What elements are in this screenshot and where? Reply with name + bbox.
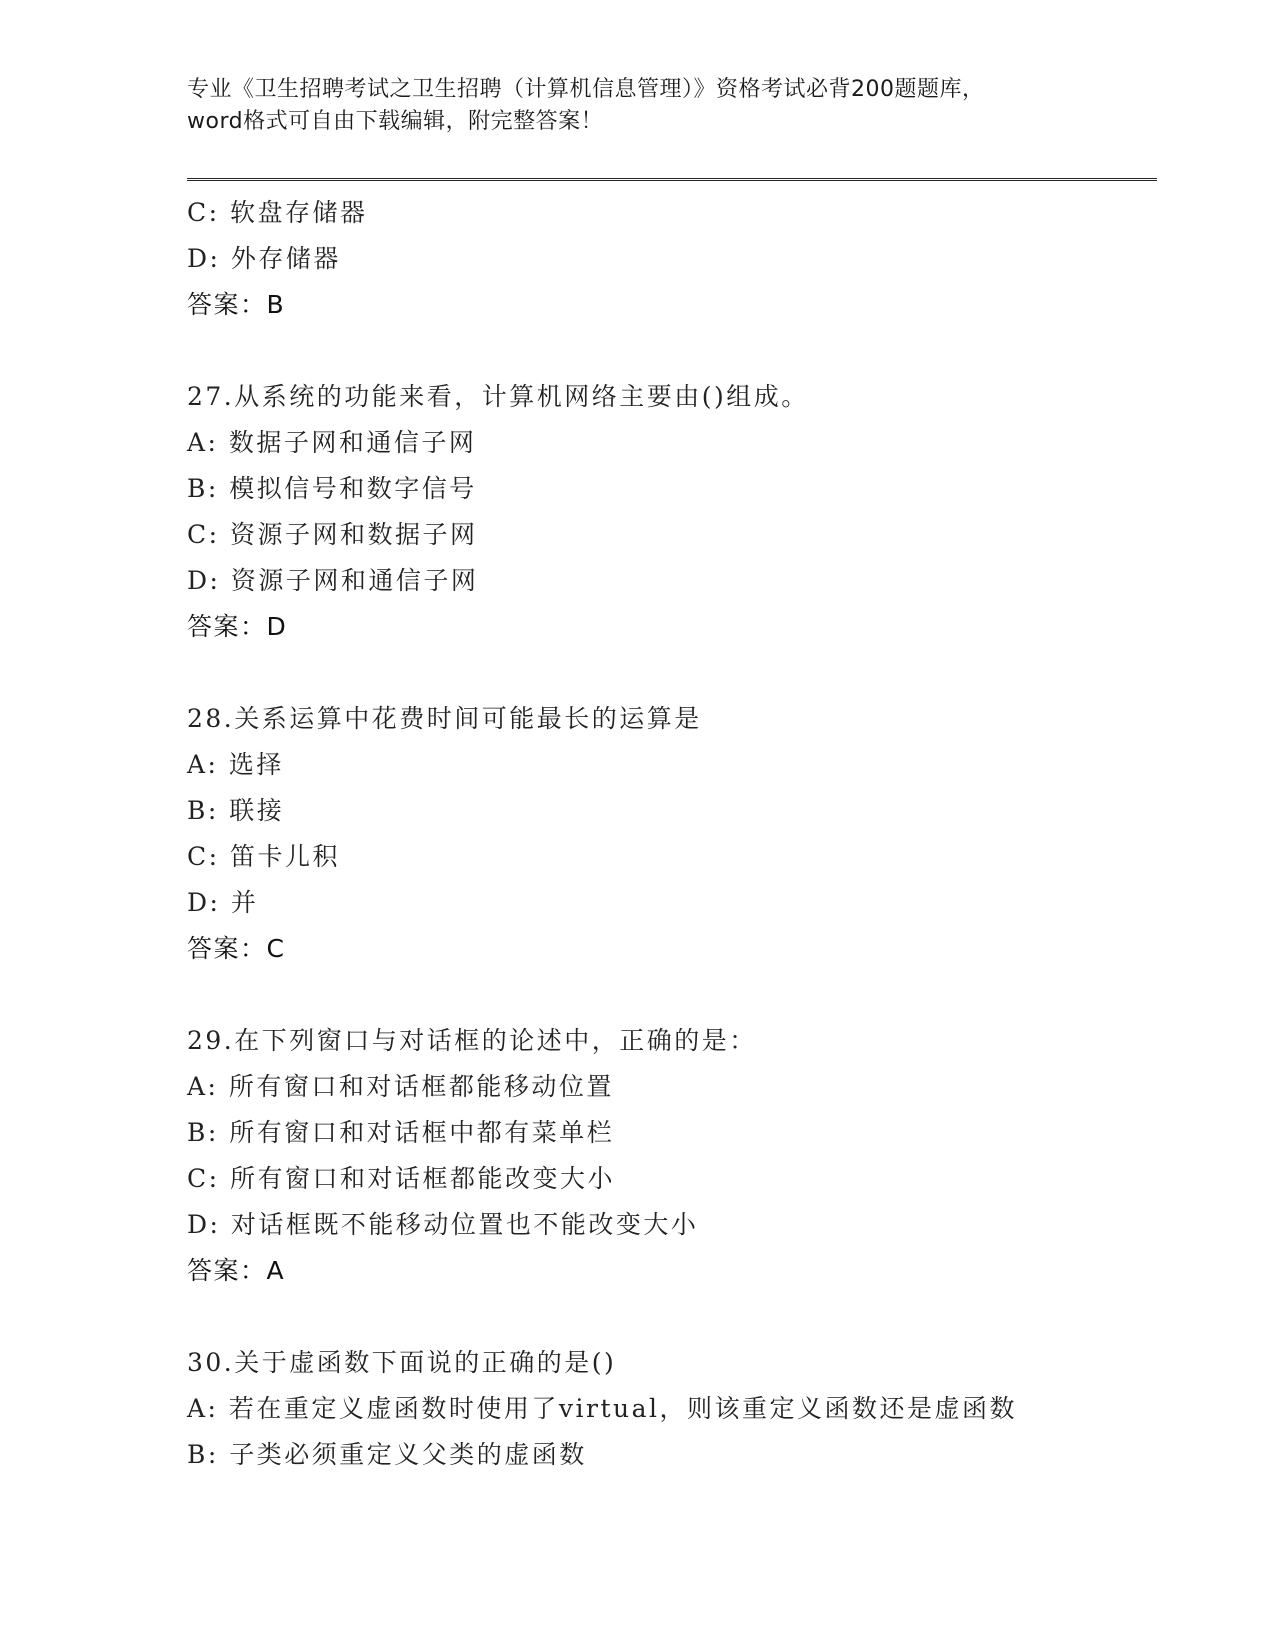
option-d: D: 资源子网和通信子网 xyxy=(187,566,479,595)
document-body xyxy=(187,190,1167,1478)
option-c: C: 笛卡儿积 xyxy=(187,842,340,871)
question-27 xyxy=(187,374,1167,650)
option-a: A: 数据子网和通信子网 xyxy=(187,428,477,457)
question-stem: 28.关系运算中花费时间可能最长的运算是 xyxy=(187,704,702,733)
question-30 xyxy=(187,1340,1167,1478)
option-b: B: 联接 xyxy=(187,796,285,825)
option-c: C: 软盘存储器 xyxy=(187,198,368,227)
question-stem: 30.关于虚函数下面说的正确的是() xyxy=(187,1348,617,1377)
document-header xyxy=(187,74,1107,138)
question-stem: 29.在下列窗口与对话框的论述中，正确的是： xyxy=(187,1026,757,1055)
option-c: C: 所有窗口和对话框都能改变大小 xyxy=(187,1164,615,1193)
option-c: C: 资源子网和数据子网 xyxy=(187,520,478,549)
option-a: A: 所有窗口和对话框都能移动位置 xyxy=(187,1072,614,1101)
answer-line: 答案：A xyxy=(187,1256,286,1285)
answer-line: 答案：B xyxy=(187,290,286,319)
option-b: B: 模拟信号和数字信号 xyxy=(187,474,477,503)
question-29 xyxy=(187,1018,1167,1294)
answer-line: 答案：C xyxy=(187,934,286,963)
question-fragment-26 xyxy=(187,190,1167,328)
header-title-line-2: word格式可自由下载编辑，附完整答案！ xyxy=(187,109,604,134)
option-b: B: 所有窗口和对话框中都有菜单栏 xyxy=(187,1118,615,1147)
option-b: B: 子类必须重定义父类的虚函数 xyxy=(187,1440,587,1469)
spacer xyxy=(187,328,1167,374)
question-28 xyxy=(187,696,1167,972)
option-a: A: 选择 xyxy=(187,750,284,779)
answer-line: 答案：D xyxy=(187,612,288,641)
spacer xyxy=(187,972,1167,1018)
option-d: D: 并 xyxy=(187,888,259,917)
question-stem: 27.从系统的功能来看，计算机网络主要由()组成。 xyxy=(187,382,809,411)
spacer xyxy=(187,1294,1167,1340)
header-divider xyxy=(187,178,1157,181)
header-title-line-1: 专业《卫生招聘考试之卫生招聘（计算机信息管理）》资格考试必背200题题库， xyxy=(187,77,985,102)
spacer xyxy=(187,650,1167,696)
option-a: A: 若在重定义虚函数时使用了virtual，则该重定义函数还是虚函数 xyxy=(187,1394,1018,1423)
option-d: D: 对话框既不能移动位置也不能改变大小 xyxy=(187,1210,699,1239)
option-d: D: 外存储器 xyxy=(187,244,341,273)
